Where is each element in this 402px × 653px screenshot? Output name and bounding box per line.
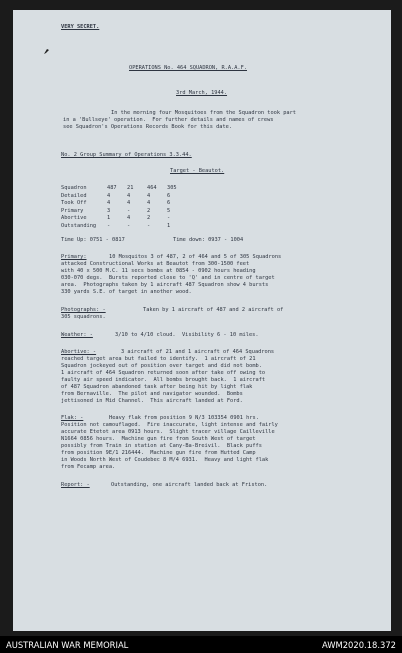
table-cell: 6	[167, 192, 171, 199]
table-cell: -	[167, 215, 171, 222]
photographs-label: Photographs: -	[61, 307, 106, 313]
table-row-label: Squadron	[61, 185, 87, 191]
table-cell: 2	[147, 207, 151, 214]
summary-heading: No. 2 Group Summary of Operations 3.3.44.	[61, 152, 192, 158]
table-row-label: Detailed	[61, 192, 87, 199]
table-cell: 487	[107, 185, 117, 191]
flak-line: Heavy flak from position 9 N/3 103354 0901 hrs.	[109, 415, 259, 421]
abortive-line: reached target area but failed to identify. 1 aircraft of 21	[61, 356, 256, 362]
table-cell: 2	[147, 215, 151, 222]
primary-line: 330 yards S.E. of target in another wood.	[61, 289, 192, 295]
table-cell: 4	[107, 200, 111, 207]
table-cell: 5	[167, 207, 171, 214]
abortive-line: faulty air speed indicator. All bombs brought back. 1 aircraft	[61, 377, 266, 383]
intro-line-3: see Squadron's Operations Records Book for this date.	[63, 124, 233, 130]
flak-line: accurate Etetot area 0913 hours. Slight tracer village Cailleville	[61, 429, 275, 435]
table-cell: 6	[167, 200, 171, 207]
time-up: Time Up: 0751 - 0817	[61, 237, 125, 243]
abortive-line: jettisoned in Mid Channel. This aircraft landed at Ford.	[61, 398, 243, 404]
table-cell: 3	[107, 207, 111, 214]
abortive-label: Abortive: -	[61, 349, 97, 355]
weather-text: 3/10 to 4/10 cloud. Visibility 6 - 10 miles.	[115, 332, 259, 338]
primary-line: with 40 x 500 M.C. 11 secs bombs at 0854 - 0902 hours heading	[61, 268, 256, 274]
table-cell: -	[107, 223, 111, 229]
footer-reference: AWM2020.18.372	[321, 640, 396, 650]
table-cell: 21	[127, 185, 134, 191]
flak-line: from position 9E/1 216444. Machine gun fire from Hutted Camp	[61, 450, 256, 456]
abortive-line: 3 aircraft of 21 and 1 aircraft of 464 Squadrons	[121, 349, 275, 355]
table-row-label: Outstanding	[61, 223, 97, 229]
classification-label: VERY SECRET.	[61, 24, 100, 30]
flak-line: possibly from Train in station at Cany-Ba-Breivil. Black puffs	[61, 443, 262, 449]
photographs-line: Taken by 1 aircraft of 487 and 2 aircraft of	[143, 307, 284, 313]
flak-line: from Fecamp area.	[61, 464, 116, 470]
document-date: 3rd March, 1944.	[176, 90, 228, 96]
table-row-label: Abortive	[61, 215, 87, 222]
table-cell: 4	[107, 192, 111, 199]
abortive-line: of 487 Squadron abandoned task after being hit by light flak	[61, 384, 253, 390]
report-label: Report: -	[61, 482, 90, 488]
table-cell: 1	[167, 223, 171, 229]
table-cell: 4	[127, 215, 131, 222]
time-down: Time down: 0937 - 1004	[173, 237, 244, 243]
table-row-label: Primary	[61, 207, 84, 214]
intro-line-2: in a 'Bullseye' operation. For further details and names of crews	[63, 117, 274, 123]
table-cell: 4	[147, 192, 151, 199]
report-text: Outstanding, one aircraft landed back at Friston.	[111, 482, 268, 488]
footer-bar	[0, 636, 402, 653]
abortive-line: from Bernaville. The pilot and navigator wounded. Bombs	[61, 391, 243, 397]
primary-label: Primary:	[61, 254, 87, 260]
photographs-line: 305 squadrons.	[61, 314, 106, 320]
table-cell: -	[127, 207, 131, 214]
flak-line: N1664 0856 hours. Machine gun fire from South West of target	[61, 436, 256, 442]
flak-line: Position not camouflaged. Fire inaccurate, light intense and fairly	[61, 422, 278, 428]
primary-line: 030-070 degs. Bursts reported close to 'Q' and in centre of target	[61, 275, 275, 281]
table-cell: 4	[127, 200, 131, 207]
table-cell: 1	[107, 215, 111, 222]
abortive-line: Squadron jockeyed out of position over target and did not bomb.	[61, 363, 262, 369]
intro-line-1: In the morning four Mosquitoes from the Squadron took part	[111, 110, 296, 116]
flak-label: Flak: -	[61, 415, 84, 421]
table-row-label: Took Off	[61, 200, 87, 207]
table-cell: 4	[127, 192, 131, 199]
abortive-line: 1 aircraft of 464 Squadron returned soon after take off owing to	[61, 370, 266, 376]
primary-line: 10 Mosquitos 3 of 487, 2 of 464 and 5 of 305 Squadrons	[109, 254, 282, 260]
document-page	[13, 10, 391, 631]
footer-source: AUSTRALIAN WAR MEMORIAL	[6, 640, 129, 650]
pen-mark	[43, 40, 51, 48]
table-cell: 305	[167, 185, 177, 191]
primary-line: attacked Constructional Works at Beautot from 300-1500 feet	[61, 261, 250, 267]
primary-line: area. Photographs taken by 1 aircraft 487 Squadron show 4 bursts	[61, 282, 269, 288]
table-cell: 464	[147, 185, 157, 191]
document-title: OPERATIONS No. 464 SQUADRON, R.A.A.F.	[129, 65, 247, 71]
flak-line: in Woods North West of Coudebec 8 M/4 6931. Heavy and light flak	[61, 457, 269, 463]
table-cell: -	[127, 223, 131, 229]
target-label: Target - Beautot.	[170, 168, 225, 174]
table-cell: 4	[147, 200, 151, 207]
table-cell: -	[147, 223, 151, 229]
weather-label: Weather: -	[61, 332, 93, 338]
